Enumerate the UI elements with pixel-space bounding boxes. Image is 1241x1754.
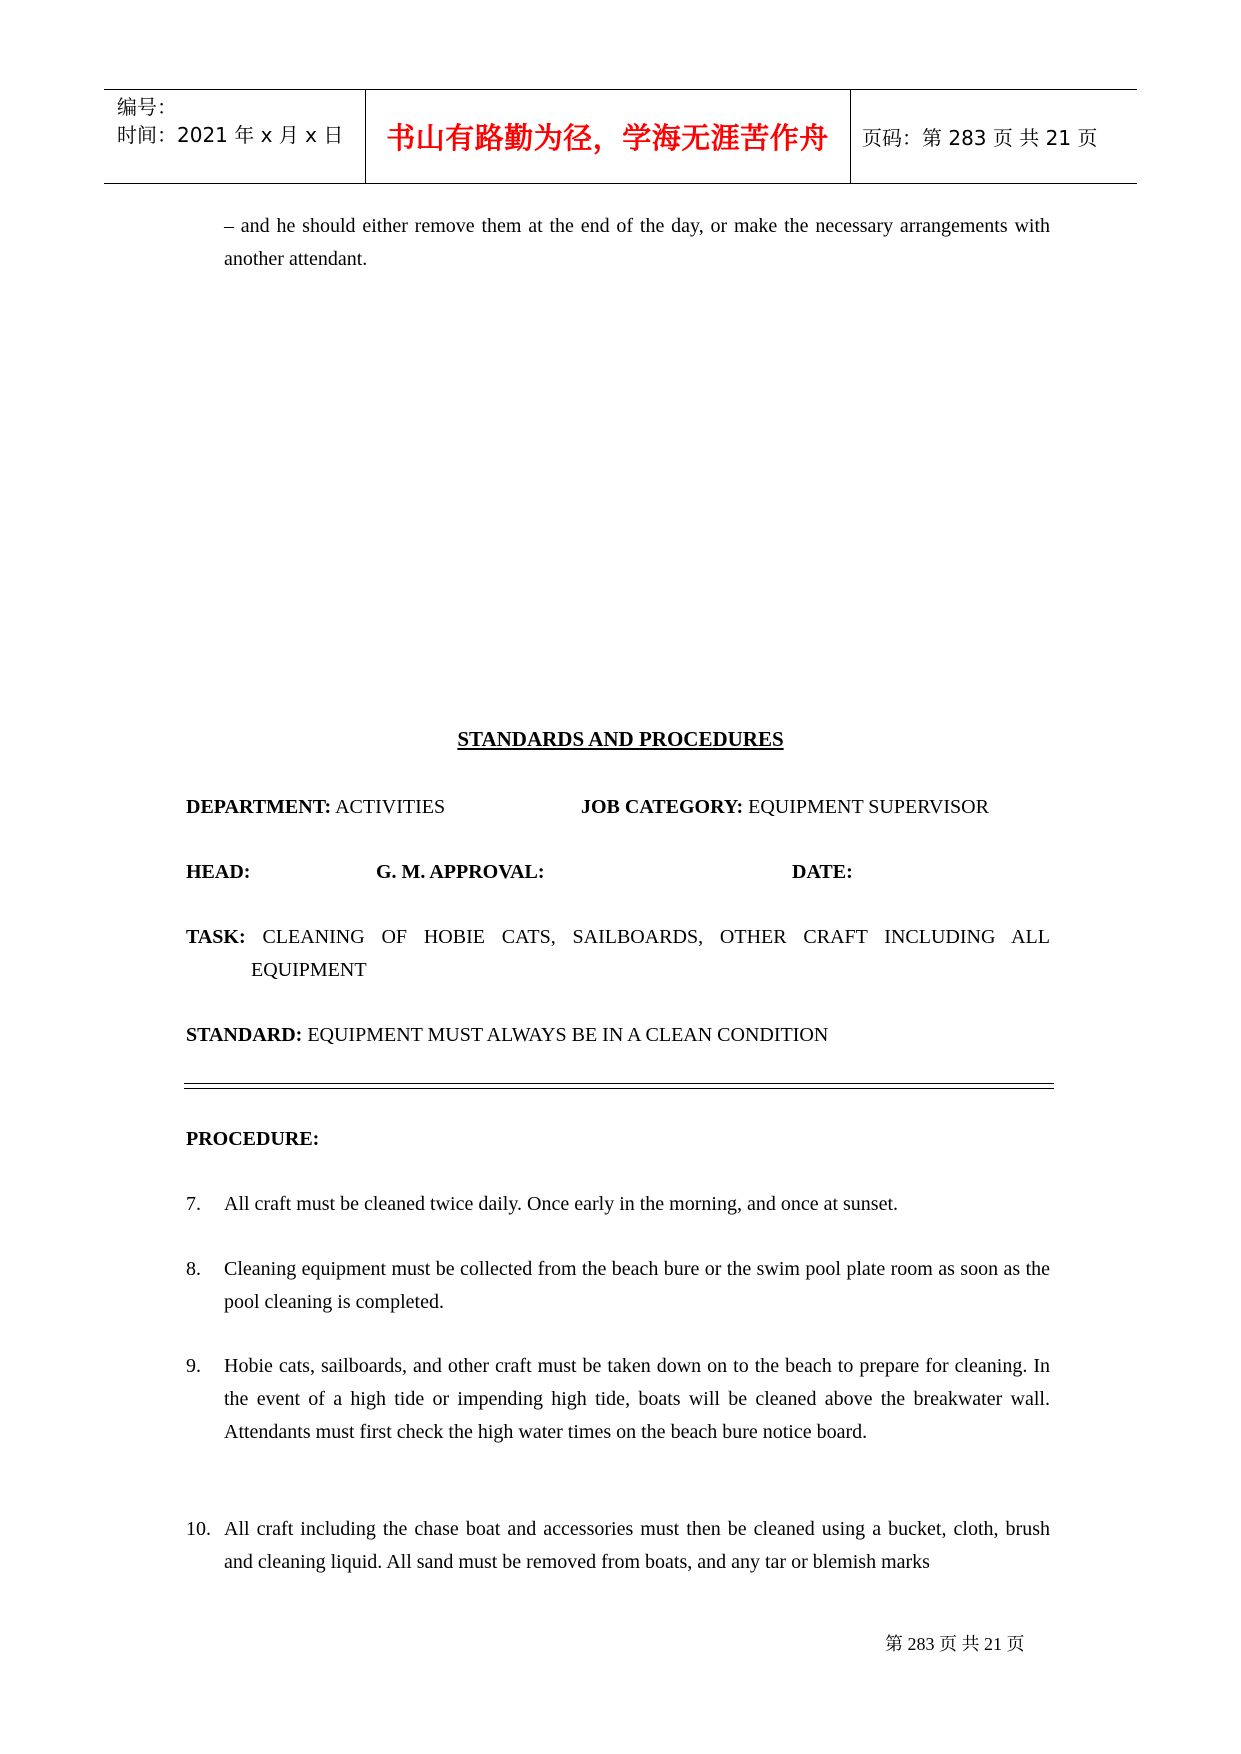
code-label: 编号： (117, 95, 177, 119)
date-label: DATE: (792, 861, 853, 883)
header-divider (850, 90, 851, 183)
step-text: Hobie cats, sailboards, and other craft must be taken down on to the beach to prepare for cleaning. In the event of a high tide or impending high tide, boats will be cleaned above the breakwater wall. Attendants must first check the high water times on the beach bure notice board. (224, 1355, 1050, 1443)
department-value: ACTIVITIES (331, 796, 446, 818)
head-label: HEAD: (186, 861, 251, 883)
standard-label: STANDARD: (186, 1024, 303, 1046)
step-text: All craft must be cleaned twice daily. Once early in the morning, and once at sunset. (224, 1193, 899, 1215)
task-value-continued: EQUIPMENT (251, 959, 367, 981)
job-category-line (581, 791, 1061, 824)
step-number: 9. (186, 1355, 201, 1377)
standard-line (186, 1019, 1050, 1052)
department-label: DEPARTMENT: (186, 796, 332, 818)
task-label: TASK: (186, 926, 246, 948)
double-rule-top (184, 1083, 1054, 1084)
header-left-cell (117, 93, 343, 149)
continuation-paragraph: – and he should either remove them at the end of the day, or make the necessary arrangements with another attendant. (224, 215, 1050, 270)
header-motto: 书山有路勤为径，学海无涯苦作舟 (386, 121, 829, 155)
double-rule-bottom (184, 1088, 1054, 1089)
standard-value: EQUIPMENT MUST ALWAYS BE IN A CLEAN CONDITION (302, 1024, 829, 1046)
page-footer: 第 283 页 共 21 页 (885, 1634, 1025, 1654)
task-value: CLEANING OF HOBIE CATS, SAILBOARDS, OTHER CRAFT INCLUDING ALL (245, 926, 1050, 948)
department-line (186, 791, 586, 824)
document-header (104, 89, 1137, 184)
step-number: 8. (186, 1258, 201, 1280)
header-page-label: 页码：第 283 页 共 21 页 (862, 126, 1098, 150)
task-line (186, 921, 1050, 954)
step-text: All craft including the chase boat and accessories must then be cleaned using a bucket, cloth, brush and cleaning liquid. All sand must be removed from boats, and any tar or blemish marks (224, 1518, 1050, 1573)
job-category-label: JOB CATEGORY: (581, 796, 744, 818)
section-title: STANDARDS AND PROCEDURES (457, 727, 784, 751)
step-number: 7. (186, 1193, 201, 1215)
step-text: Cleaning equipment must be collected from the beach bure or the swim pool plate room as soon as the pool cleaning is completed. (224, 1258, 1050, 1313)
gm-approval-label: G. M. APPROVAL: (376, 861, 545, 883)
procedure-label: PROCEDURE: (186, 1128, 320, 1150)
job-category-value: EQUIPMENT SUPERVISOR (743, 796, 989, 818)
time-label: 时间：2021 年 x 月 x 日 (117, 123, 344, 147)
step-number: 10. (186, 1518, 211, 1540)
